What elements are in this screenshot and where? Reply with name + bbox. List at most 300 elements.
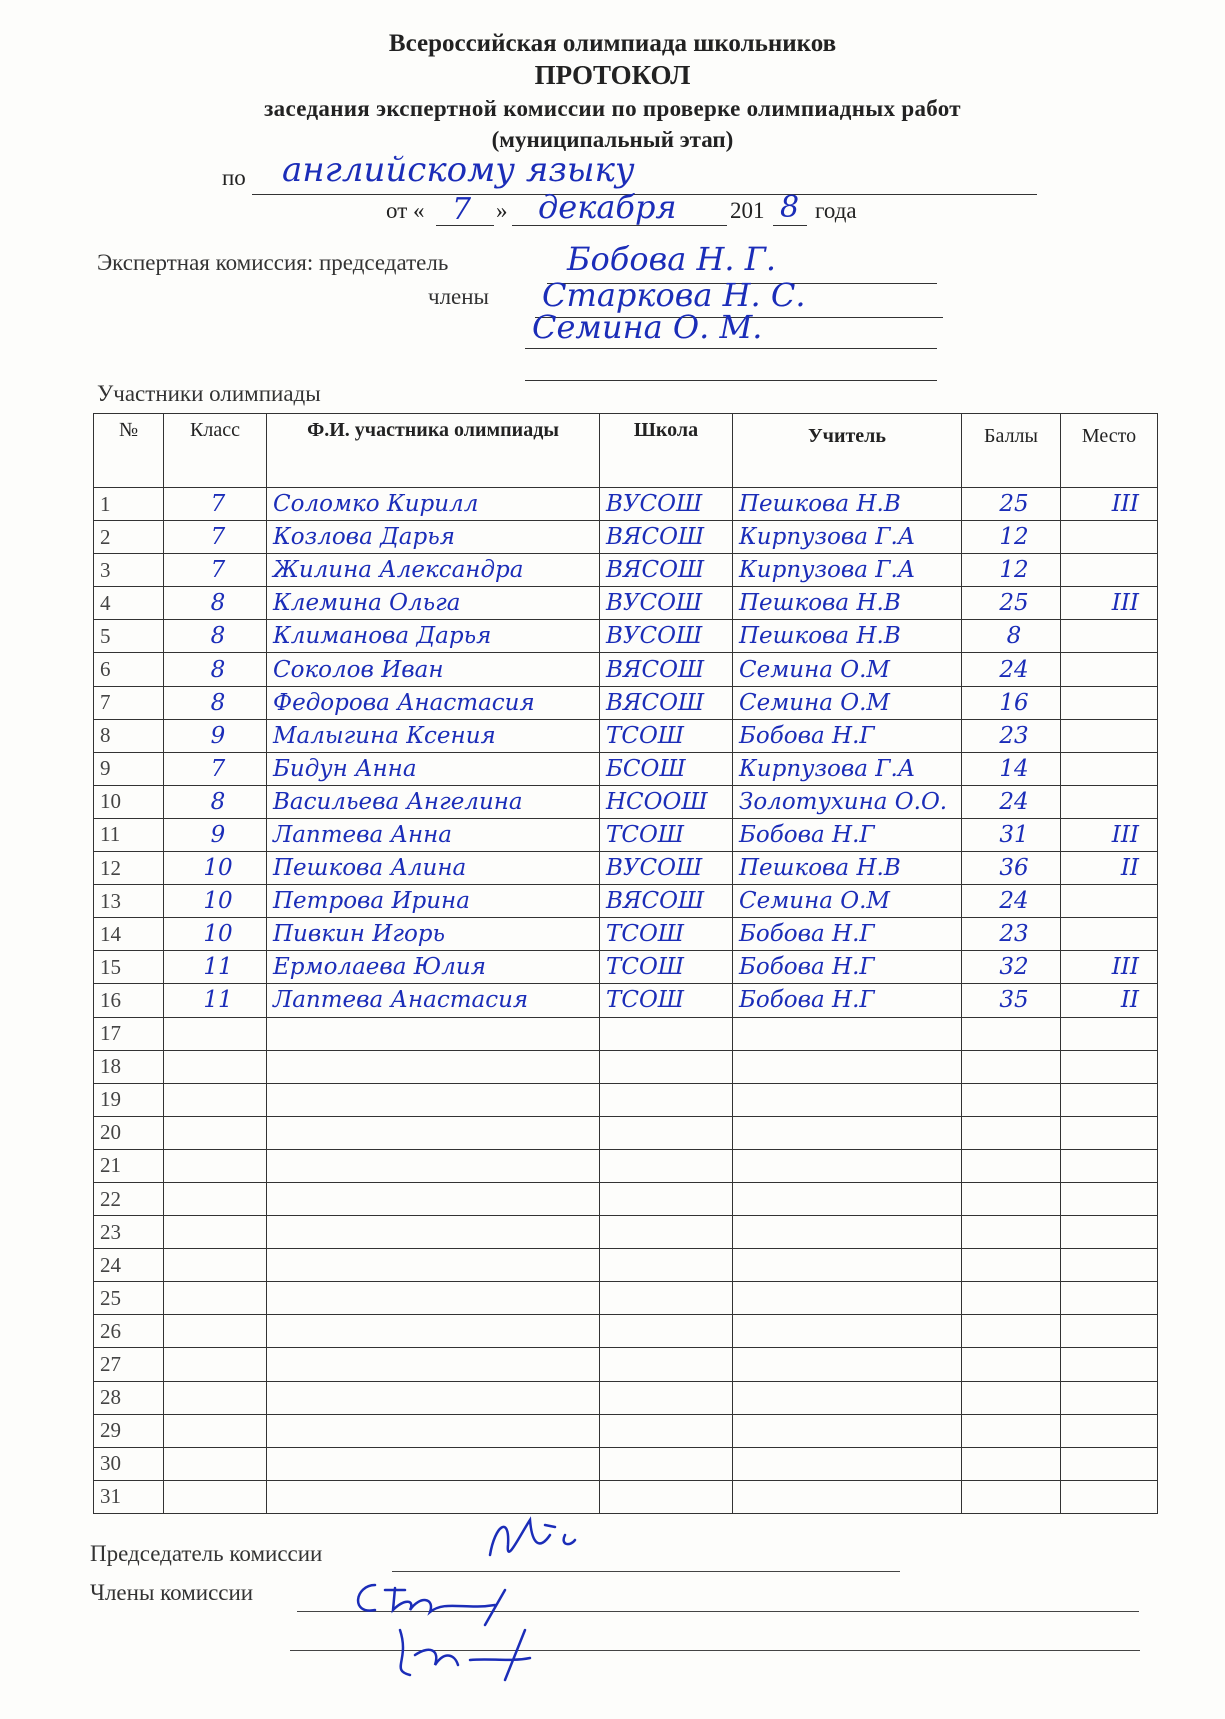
row-school-text: ТСОШ xyxy=(606,987,685,1014)
row-participant-name-text: Пивкин Игорь xyxy=(273,921,446,948)
row-teacher xyxy=(733,818,962,851)
table-row xyxy=(94,521,1158,554)
row-class xyxy=(164,785,267,818)
row-class xyxy=(164,1017,267,1050)
row-school xyxy=(600,1216,733,1249)
row-place xyxy=(1061,1050,1158,1083)
row-participant-name xyxy=(267,1216,600,1249)
row-school xyxy=(600,1414,733,1447)
row-participant-name xyxy=(267,1447,600,1480)
row-score xyxy=(962,488,1061,521)
row-score xyxy=(962,1216,1061,1249)
row-score xyxy=(962,620,1061,653)
row-number xyxy=(94,1282,164,1315)
row-number xyxy=(94,1249,164,1282)
row-school-text: ТСОШ xyxy=(606,954,685,981)
row-score-text: 25 xyxy=(999,491,1029,518)
table-row xyxy=(94,1381,1158,1414)
row-school xyxy=(600,620,733,653)
participants-table xyxy=(93,413,1158,1514)
subject-label: по xyxy=(222,165,246,190)
row-number xyxy=(94,620,164,653)
row-number-text: 31 xyxy=(100,1484,121,1509)
row-number xyxy=(94,1348,164,1381)
row-score xyxy=(962,1414,1061,1447)
row-number xyxy=(94,587,164,620)
row-place xyxy=(1061,752,1158,785)
row-teacher xyxy=(733,984,962,1017)
row-number-text: 5 xyxy=(100,623,111,648)
row-teacher-text: Пешкова Н.В xyxy=(739,590,901,617)
row-participant-name-text: Ермолаева Юлия xyxy=(273,954,486,981)
row-participant-name xyxy=(267,719,600,752)
row-teacher xyxy=(733,653,962,686)
row-place xyxy=(1061,521,1158,554)
row-number xyxy=(94,1149,164,1182)
row-school xyxy=(600,1050,733,1083)
row-participant-name xyxy=(267,1282,600,1315)
row-score-text: 23 xyxy=(999,722,1029,749)
row-score xyxy=(962,1149,1061,1182)
row-place xyxy=(1061,1083,1158,1116)
col-teacher-header: Учитель xyxy=(733,414,962,488)
row-teacher xyxy=(733,1083,962,1116)
row-number-text: 12 xyxy=(100,855,121,880)
row-class xyxy=(164,984,267,1017)
row-number-text: 23 xyxy=(100,1219,121,1244)
table-row xyxy=(94,951,1158,984)
row-number xyxy=(94,885,164,918)
row-score xyxy=(962,984,1061,1017)
row-score xyxy=(962,1447,1061,1480)
table-row xyxy=(94,984,1158,1017)
row-score xyxy=(962,885,1061,918)
row-teacher-text: Кирпузова Г.А xyxy=(739,755,916,782)
row-class xyxy=(164,488,267,521)
row-score xyxy=(962,951,1061,984)
row-participant-name-text: Лаптева Анастасия xyxy=(273,987,529,1014)
row-class-text: 9 xyxy=(210,821,226,848)
row-number-text: 26 xyxy=(100,1318,121,1343)
row-number-text: 30 xyxy=(100,1451,121,1476)
row-class xyxy=(164,521,267,554)
row-class xyxy=(164,918,267,951)
row-class-text: 11 xyxy=(203,954,233,981)
row-class xyxy=(164,719,267,752)
col-score-header: Баллы xyxy=(962,414,1061,488)
table-row xyxy=(94,1447,1158,1480)
row-school xyxy=(600,818,733,851)
row-class xyxy=(164,1414,267,1447)
row-number-text: 24 xyxy=(100,1252,121,1277)
row-class-text: 10 xyxy=(203,921,233,948)
row-school xyxy=(600,686,733,719)
row-teacher xyxy=(733,620,962,653)
row-school-text: ВЯСОШ xyxy=(606,888,705,915)
row-participant-name-text: Васильева Ангелина xyxy=(273,788,523,815)
row-school xyxy=(600,984,733,1017)
row-school-text: ВУСОШ xyxy=(606,623,703,650)
table-row xyxy=(94,1315,1158,1348)
commission-member-2: Семина О. М. xyxy=(532,308,763,346)
row-score-text: 31 xyxy=(999,821,1029,848)
row-score xyxy=(962,719,1061,752)
row-place xyxy=(1061,1216,1158,1249)
row-score-text: 24 xyxy=(999,656,1029,683)
col-number-header: № xyxy=(94,414,164,488)
row-number xyxy=(94,554,164,587)
row-place xyxy=(1061,1348,1158,1381)
row-place-text: II xyxy=(1120,855,1139,882)
row-participant-name xyxy=(267,488,600,521)
row-school xyxy=(600,1348,733,1381)
row-school xyxy=(600,1249,733,1282)
row-participant-name xyxy=(267,752,600,785)
row-class-text: 11 xyxy=(203,987,233,1014)
row-participant-name xyxy=(267,852,600,885)
row-teacher xyxy=(733,1348,962,1381)
row-school-text: ВУСОШ xyxy=(606,491,703,518)
row-participant-name-text: Лаптева Анна xyxy=(273,821,452,848)
row-participant-name-text: Климанова Дарья xyxy=(273,623,492,650)
row-place xyxy=(1061,785,1158,818)
row-place xyxy=(1061,653,1158,686)
table-row xyxy=(94,1414,1158,1447)
row-school-text: ВУСОШ xyxy=(606,590,703,617)
row-score xyxy=(962,1249,1061,1282)
row-number xyxy=(94,1182,164,1215)
row-number-text: 15 xyxy=(100,954,121,979)
row-score xyxy=(962,852,1061,885)
row-score-text: 23 xyxy=(999,921,1029,948)
row-class xyxy=(164,1348,267,1381)
row-participant-name xyxy=(267,1017,600,1050)
row-teacher xyxy=(733,885,962,918)
row-teacher xyxy=(733,686,962,719)
row-score xyxy=(962,1381,1061,1414)
row-number xyxy=(94,719,164,752)
row-number-text: 14 xyxy=(100,921,121,946)
table-row xyxy=(94,818,1158,851)
row-class-text: 7 xyxy=(210,491,226,518)
row-score-text: 14 xyxy=(999,755,1029,782)
row-place-text: III xyxy=(1111,954,1139,981)
row-place xyxy=(1061,686,1158,719)
row-teacher-text: Пешкова Н.В xyxy=(739,623,901,650)
row-school xyxy=(600,1447,733,1480)
row-number xyxy=(94,1315,164,1348)
commission-members-label: члены xyxy=(428,284,490,309)
date-year-line xyxy=(773,225,807,226)
row-teacher xyxy=(733,1414,962,1447)
row-class-text: 8 xyxy=(210,689,226,716)
commission-chair: Бобова Н. Г. xyxy=(567,240,777,278)
row-participant-name xyxy=(267,521,600,554)
row-number-text: 1 xyxy=(100,491,111,516)
row-number-text: 21 xyxy=(100,1153,121,1178)
row-class xyxy=(164,653,267,686)
member-signature-2 xyxy=(380,1620,560,1690)
row-participant-name-text: Малыгина Ксения xyxy=(273,722,496,749)
row-number-text: 10 xyxy=(100,789,121,814)
row-participant-name xyxy=(267,1381,600,1414)
row-class xyxy=(164,1249,267,1282)
row-place xyxy=(1061,885,1158,918)
row-participant-name xyxy=(267,587,600,620)
row-teacher xyxy=(733,1381,962,1414)
row-place xyxy=(1061,918,1158,951)
row-class-text: 7 xyxy=(210,524,226,551)
row-teacher xyxy=(733,587,962,620)
row-score xyxy=(962,554,1061,587)
row-teacher-text: Бобова Н.Г xyxy=(739,954,875,981)
row-school-text: БСОШ xyxy=(606,755,686,782)
row-place xyxy=(1061,1414,1158,1447)
row-teacher-text: Кирпузова Г.А xyxy=(739,524,916,551)
row-class xyxy=(164,587,267,620)
row-school xyxy=(600,1282,733,1315)
row-participant-name-text: Клемина Ольга xyxy=(273,590,461,617)
row-participant-name xyxy=(267,984,600,1017)
row-place xyxy=(1061,1282,1158,1315)
row-teacher xyxy=(733,521,962,554)
row-teacher xyxy=(733,1315,962,1348)
row-school xyxy=(600,1480,733,1513)
row-number xyxy=(94,785,164,818)
row-number xyxy=(94,653,164,686)
row-school xyxy=(600,1182,733,1215)
row-teacher xyxy=(733,1182,962,1215)
row-score xyxy=(962,1315,1061,1348)
row-school xyxy=(600,1381,733,1414)
row-teacher-text: Бобова Н.Г xyxy=(739,921,875,948)
row-school-text: ВЯСОШ xyxy=(606,689,705,716)
row-participant-name xyxy=(267,653,600,686)
date-suffix: года xyxy=(815,198,857,223)
row-class xyxy=(164,1282,267,1315)
row-score-text: 12 xyxy=(999,557,1029,584)
row-number-text: 13 xyxy=(100,888,121,913)
row-place xyxy=(1061,719,1158,752)
table-row xyxy=(94,752,1158,785)
row-number-text: 17 xyxy=(100,1021,121,1046)
row-teacher xyxy=(733,752,962,785)
table-row xyxy=(94,852,1158,885)
row-number-text: 6 xyxy=(100,657,111,682)
row-place xyxy=(1061,587,1158,620)
row-school xyxy=(600,521,733,554)
table-row xyxy=(94,1216,1158,1249)
row-score xyxy=(962,918,1061,951)
row-number xyxy=(94,488,164,521)
row-place xyxy=(1061,852,1158,885)
row-participant-name xyxy=(267,885,600,918)
row-class xyxy=(164,1182,267,1215)
row-number-text: 11 xyxy=(100,822,121,847)
date-mid: » xyxy=(496,198,508,223)
row-participant-name xyxy=(267,620,600,653)
row-score-text: 24 xyxy=(999,788,1029,815)
row-class xyxy=(164,852,267,885)
row-class xyxy=(164,1149,267,1182)
row-school-text: ВЯСОШ xyxy=(606,656,705,683)
table-row xyxy=(94,686,1158,719)
row-school xyxy=(600,1083,733,1116)
footer-members-label: Члены комиссии xyxy=(90,1580,254,1605)
row-teacher xyxy=(733,1249,962,1282)
date-month: декабря xyxy=(538,188,677,226)
row-number-text: 29 xyxy=(100,1418,121,1443)
row-class xyxy=(164,1050,267,1083)
row-number xyxy=(94,1116,164,1149)
col-school-header: Школа xyxy=(600,414,733,488)
row-class xyxy=(164,686,267,719)
row-school-text: ВУСОШ xyxy=(606,855,703,882)
row-number xyxy=(94,918,164,951)
row-teacher xyxy=(733,951,962,984)
table-row xyxy=(94,719,1158,752)
row-number xyxy=(94,984,164,1017)
row-number-text: 3 xyxy=(100,557,111,582)
row-school xyxy=(600,752,733,785)
row-place xyxy=(1061,554,1158,587)
row-school xyxy=(600,1017,733,1050)
table-row xyxy=(94,885,1158,918)
table-row xyxy=(94,1017,1158,1050)
row-number xyxy=(94,951,164,984)
row-teacher-text: Пешкова Н.В xyxy=(739,491,901,518)
row-score-text: 8 xyxy=(1006,623,1022,650)
row-number xyxy=(94,1216,164,1249)
table-row xyxy=(94,620,1158,653)
row-participant-name-text: Федорова Анастасия xyxy=(273,689,535,716)
row-place xyxy=(1061,488,1158,521)
row-score xyxy=(962,1282,1061,1315)
row-number-text: 25 xyxy=(100,1285,121,1310)
row-number xyxy=(94,818,164,851)
row-class-text: 8 xyxy=(210,656,226,683)
row-participant-name xyxy=(267,818,600,851)
row-teacher xyxy=(733,554,962,587)
row-place xyxy=(1061,1249,1158,1282)
row-number xyxy=(94,1480,164,1513)
row-number-text: 27 xyxy=(100,1351,121,1376)
row-place xyxy=(1061,1315,1158,1348)
row-number xyxy=(94,852,164,885)
row-number xyxy=(94,1414,164,1447)
row-place xyxy=(1061,1149,1158,1182)
table-row xyxy=(94,1282,1158,1315)
row-number xyxy=(94,752,164,785)
table-row xyxy=(94,1116,1158,1149)
row-score xyxy=(962,1348,1061,1381)
row-participant-name xyxy=(267,554,600,587)
row-school xyxy=(600,1149,733,1182)
row-score xyxy=(962,1480,1061,1513)
header-line-3: заседания экспертной комиссии по проверке олимпиадных работ xyxy=(264,96,961,121)
row-place xyxy=(1061,984,1158,1017)
header-line-4: (муниципальный этап) xyxy=(491,127,734,152)
table-row xyxy=(94,1182,1158,1215)
row-teacher xyxy=(733,1282,962,1315)
row-score xyxy=(962,1017,1061,1050)
date-year-digit: 8 xyxy=(780,190,800,225)
row-number-text: 16 xyxy=(100,987,121,1012)
row-class-text: 10 xyxy=(203,855,233,882)
row-class-text: 10 xyxy=(203,888,233,915)
row-participant-name xyxy=(267,686,600,719)
row-teacher xyxy=(733,1149,962,1182)
row-score xyxy=(962,752,1061,785)
row-place xyxy=(1061,1480,1158,1513)
row-class-text: 8 xyxy=(210,788,226,815)
table-row xyxy=(94,1050,1158,1083)
row-participant-name xyxy=(267,1149,600,1182)
row-class xyxy=(164,951,267,984)
row-class-text: 8 xyxy=(210,590,226,617)
row-place xyxy=(1061,818,1158,851)
table-row xyxy=(94,554,1158,587)
row-score xyxy=(962,1182,1061,1215)
row-school xyxy=(600,488,733,521)
row-teacher xyxy=(733,785,962,818)
row-number-text: 28 xyxy=(100,1385,121,1410)
row-school xyxy=(600,554,733,587)
row-number-text: 8 xyxy=(100,723,111,748)
row-number xyxy=(94,1017,164,1050)
row-class-text: 9 xyxy=(210,722,226,749)
row-place xyxy=(1061,1447,1158,1480)
row-participant-name xyxy=(267,1182,600,1215)
row-class-text: 8 xyxy=(210,623,226,650)
row-class xyxy=(164,620,267,653)
row-participant-name xyxy=(267,1050,600,1083)
row-place xyxy=(1061,951,1158,984)
row-number xyxy=(94,1083,164,1116)
col-class-header: Класс xyxy=(164,414,267,488)
row-place xyxy=(1061,1116,1158,1149)
table-row xyxy=(94,918,1158,951)
row-teacher-text: Семина О.М xyxy=(739,656,890,683)
row-teacher-text: Бобова Н.Г xyxy=(739,821,875,848)
row-score xyxy=(962,1116,1061,1149)
row-place-text: III xyxy=(1111,491,1139,518)
footer-chair-label: Председатель комиссии xyxy=(90,1541,323,1566)
row-participant-name-text: Пешкова Алина xyxy=(273,855,467,882)
row-teacher-text: Кирпузова Г.А xyxy=(739,557,916,584)
row-class-text: 7 xyxy=(210,755,226,782)
row-participant-name xyxy=(267,1315,600,1348)
row-score xyxy=(962,653,1061,686)
row-participant-name xyxy=(267,1116,600,1149)
table-row xyxy=(94,1249,1158,1282)
row-class xyxy=(164,1116,267,1149)
row-score xyxy=(962,521,1061,554)
commission-member-1: Старкова Н. С. xyxy=(542,276,806,314)
date-day: 7 xyxy=(452,192,472,227)
row-teacher xyxy=(733,1447,962,1480)
row-place xyxy=(1061,620,1158,653)
row-score-text: 35 xyxy=(999,987,1029,1014)
row-number-text: 22 xyxy=(100,1186,121,1211)
row-teacher xyxy=(733,719,962,752)
row-school-text: ТСОШ xyxy=(606,821,685,848)
row-place-text: III xyxy=(1111,590,1139,617)
row-class xyxy=(164,1381,267,1414)
row-participant-name xyxy=(267,785,600,818)
row-class xyxy=(164,885,267,918)
row-participant-name xyxy=(267,918,600,951)
